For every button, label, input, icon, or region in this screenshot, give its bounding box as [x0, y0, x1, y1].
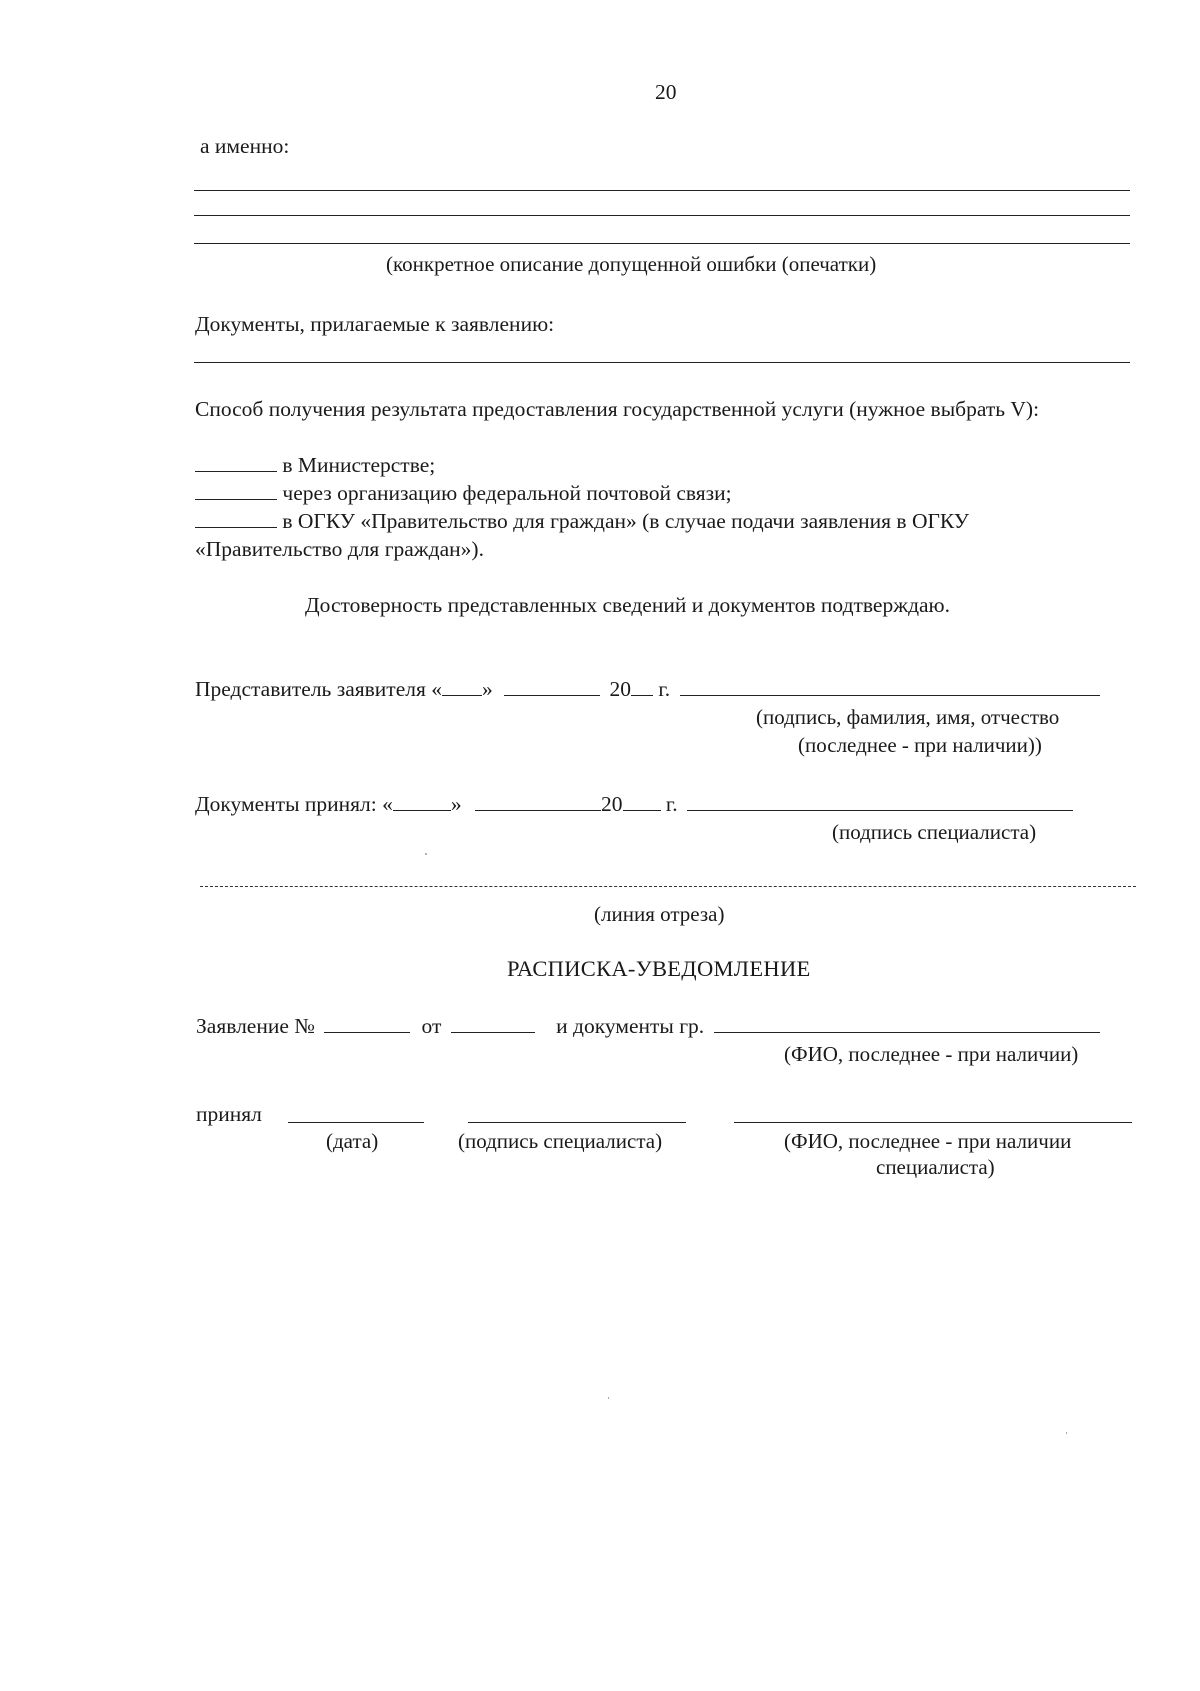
receipt-application-label: Заявление №: [196, 1014, 315, 1038]
delivery-option-ministry-mark[interactable]: [195, 451, 277, 472]
accepted-year-prefix: 20: [601, 792, 623, 816]
accepted-day-field[interactable]: [393, 790, 451, 811]
accepted-signature-field[interactable]: [687, 790, 1073, 811]
representative-caption-2: (последнее - при наличии)): [798, 733, 1042, 757]
page-number: 20: [655, 80, 677, 104]
receipt-application-number-field[interactable]: [324, 1012, 410, 1033]
confirmation-statement: Достоверность представленных сведений и документов подтверждаю.: [305, 593, 950, 617]
accepted-caption: (подпись специалиста): [832, 820, 1037, 844]
representative-caption-1: (подпись, фамилия, имя, отчество: [756, 705, 1060, 729]
error-caption: (конкретное описание допущенной ошибки (опечатки): [386, 252, 877, 276]
attached-documents-label: Документы, прилагаемые к заявлению:: [195, 312, 555, 336]
scan-speck: [1066, 1432, 1067, 1434]
receipt-date-caption: (дата): [326, 1129, 379, 1153]
receipt-signature-caption: (подпись специалиста): [458, 1129, 663, 1153]
delivery-option-ogku[interactable]: [195, 507, 1075, 563]
receipt-specialist-caption-1: (ФИО, последнее - при наличии: [784, 1129, 1072, 1153]
receipt-accepted-label: принял: [196, 1102, 262, 1126]
receipt-date-line[interactable]: [288, 1122, 424, 1123]
representative-day-field[interactable]: [442, 675, 482, 696]
receipt-date-field[interactable]: [451, 1012, 535, 1033]
representative-row: [195, 675, 1100, 703]
receipt-specialist-caption-2: специалиста): [876, 1155, 995, 1179]
receipt-specialist-fio-line[interactable]: [734, 1122, 1132, 1123]
accepted-row: [195, 790, 1073, 818]
receipt-title: РАСПИСКА-УВЕДОМЛЕНИЕ: [507, 956, 811, 981]
representative-quote-close: »: [482, 677, 493, 701]
representative-year-prefix: 20: [609, 677, 631, 701]
accepted-quote-close: »: [450, 792, 462, 816]
representative-signature-field[interactable]: [680, 675, 1100, 696]
delivery-option-post-mark[interactable]: [195, 479, 277, 500]
delivery-option-ministry[interactable]: [195, 451, 435, 479]
delivery-method-intro: Способ получения результата предоставления государственной услуги (нужное выбрать V):: [195, 397, 1040, 421]
scan-speck: [608, 1397, 609, 1399]
scan-speck: [425, 853, 427, 855]
delivery-option-ogku-label: в ОГКУ «Правительство для граждан» (в случае подачи заявления в ОГКУ «Правительство для граждан»).: [195, 509, 970, 561]
error-intro-label: а именно:: [200, 134, 290, 158]
accepted-year-field[interactable]: [623, 790, 661, 811]
delivery-option-post-label: через организацию федеральной почтовой связи;: [282, 481, 732, 505]
error-line-2[interactable]: [194, 215, 1130, 216]
accepted-year-suffix: г.: [665, 792, 678, 816]
delivery-option-ogku-mark[interactable]: [195, 507, 277, 528]
receipt-signature-line[interactable]: [468, 1122, 686, 1123]
receipt-fio-caption: (ФИО, последнее - при наличии): [784, 1042, 1079, 1066]
receipt-fio-field[interactable]: [714, 1012, 1100, 1033]
representative-month-field[interactable]: [504, 675, 600, 696]
error-line-1[interactable]: [194, 190, 1130, 191]
representative-label: Представитель заявителя «: [195, 677, 442, 701]
receipt-application-row: [196, 1012, 1100, 1040]
accepted-label: Документы принял: «: [195, 792, 393, 816]
receipt-docs-label: и документы гр.: [556, 1014, 705, 1038]
delivery-option-post[interactable]: [195, 479, 732, 507]
receipt-from-label: от: [421, 1014, 442, 1038]
representative-year-field[interactable]: [631, 675, 653, 696]
delivery-option-ministry-label: в Министерстве;: [282, 453, 436, 477]
accepted-month-field[interactable]: [475, 790, 601, 811]
error-line-3[interactable]: [194, 243, 1130, 244]
representative-year-suffix: г.: [658, 677, 671, 701]
cut-line: [200, 886, 1136, 887]
cut-line-caption: (линия отреза): [594, 902, 725, 926]
attached-documents-line[interactable]: [194, 362, 1130, 363]
